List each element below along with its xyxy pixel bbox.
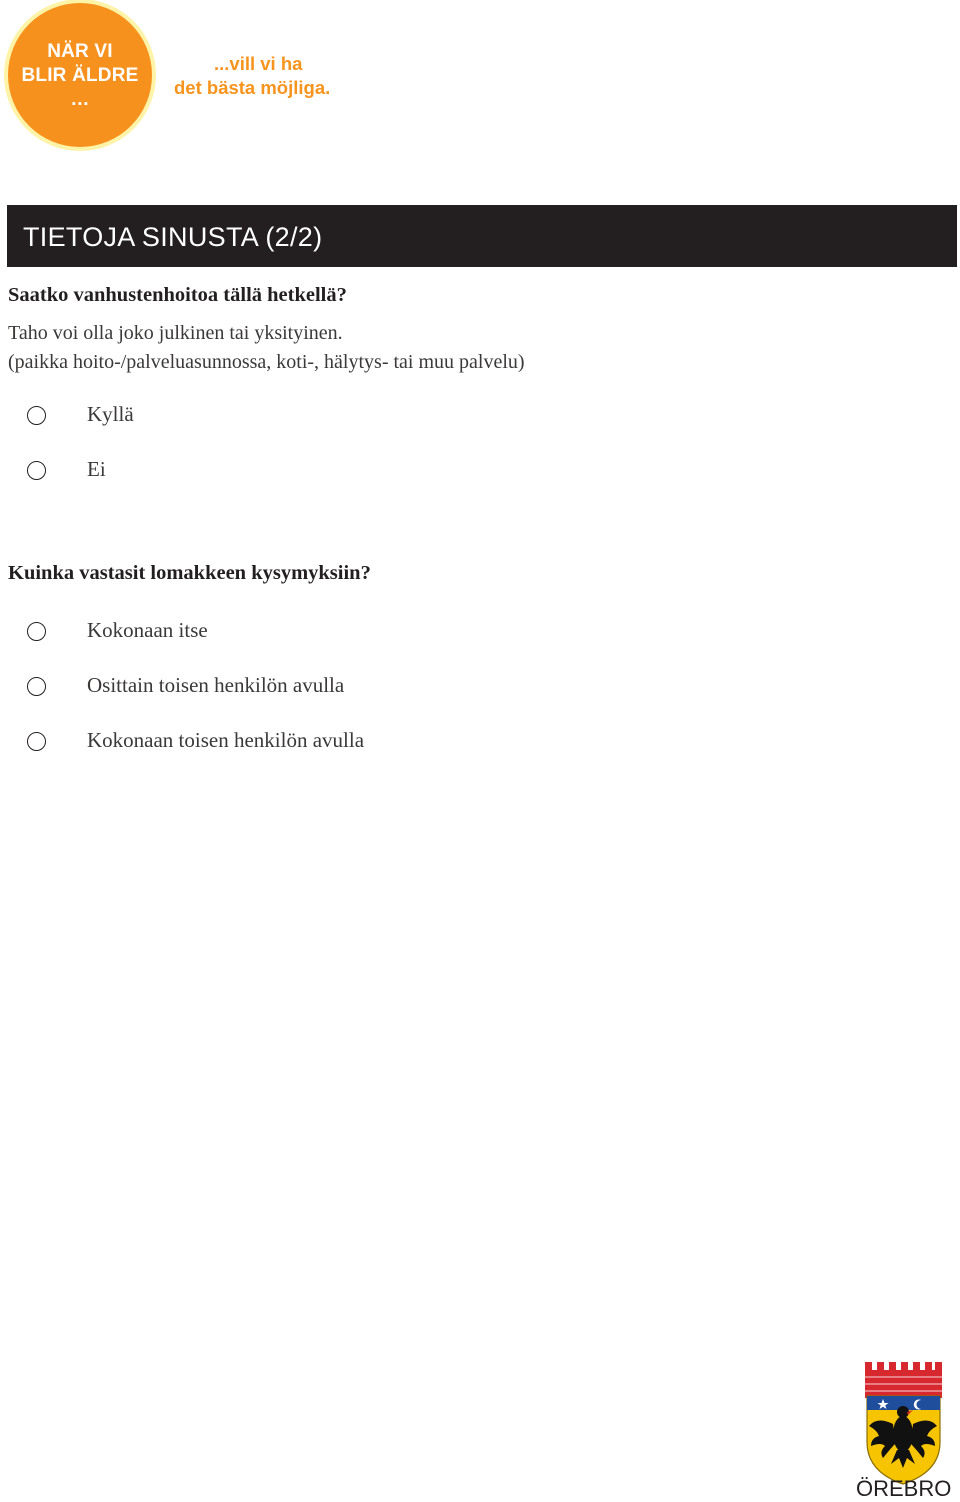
question-1-title: Saatko vanhustenhoitoa tällä hetkellä? — [8, 284, 347, 306]
radio-button[interactable] — [27, 677, 46, 696]
question-1-help-line-2: (paikka hoito-/palveluasunnossa, koti-, hälytys- tai muu palvelu) — [8, 351, 525, 373]
question-2-option-partly-assisted[interactable] — [27, 675, 627, 701]
tagline-line-2: det bästa möjliga. — [174, 77, 331, 98]
option-label: Osittain toisen henkilön avulla — [87, 673, 345, 697]
option-label: Ei — [87, 457, 106, 481]
question-2-option-self[interactable] — [27, 620, 627, 646]
question-1-option-no[interactable] — [27, 459, 627, 485]
question-1-help — [8, 319, 525, 377]
logo-line-2: BLIR ÄLDRE — [21, 65, 139, 86]
radio-button[interactable] — [27, 732, 46, 751]
question-1-help-line-1: Taho voi olla joko julkinen tai yksityinen. — [8, 322, 343, 344]
logo-badge — [8, 3, 152, 147]
radio-button[interactable] — [27, 406, 46, 425]
logo-tagline — [174, 52, 330, 100]
logo-line-3: … — [70, 89, 90, 110]
option-label: Kyllä — [87, 402, 134, 426]
option-label: Kokonaan toisen henkilön avulla — [87, 728, 365, 752]
logo-line-1: NÄR VI — [47, 41, 113, 62]
option-label: Kokonaan itse — [87, 618, 208, 642]
radio-button[interactable] — [27, 622, 46, 641]
radio-button[interactable] — [27, 461, 46, 480]
municipality-name: ÖREBRO — [856, 1476, 952, 1501]
question-2-option-fully-assisted[interactable] — [27, 730, 627, 756]
tagline-line-1: ...vill vi ha — [214, 53, 303, 74]
section-header: TIETOJA SINUSTA (2/2) — [7, 205, 957, 267]
question-1-option-yes[interactable] — [27, 404, 627, 430]
question-2-title: Kuinka vastasit lomakkeen kysymyksiin? — [8, 562, 371, 584]
